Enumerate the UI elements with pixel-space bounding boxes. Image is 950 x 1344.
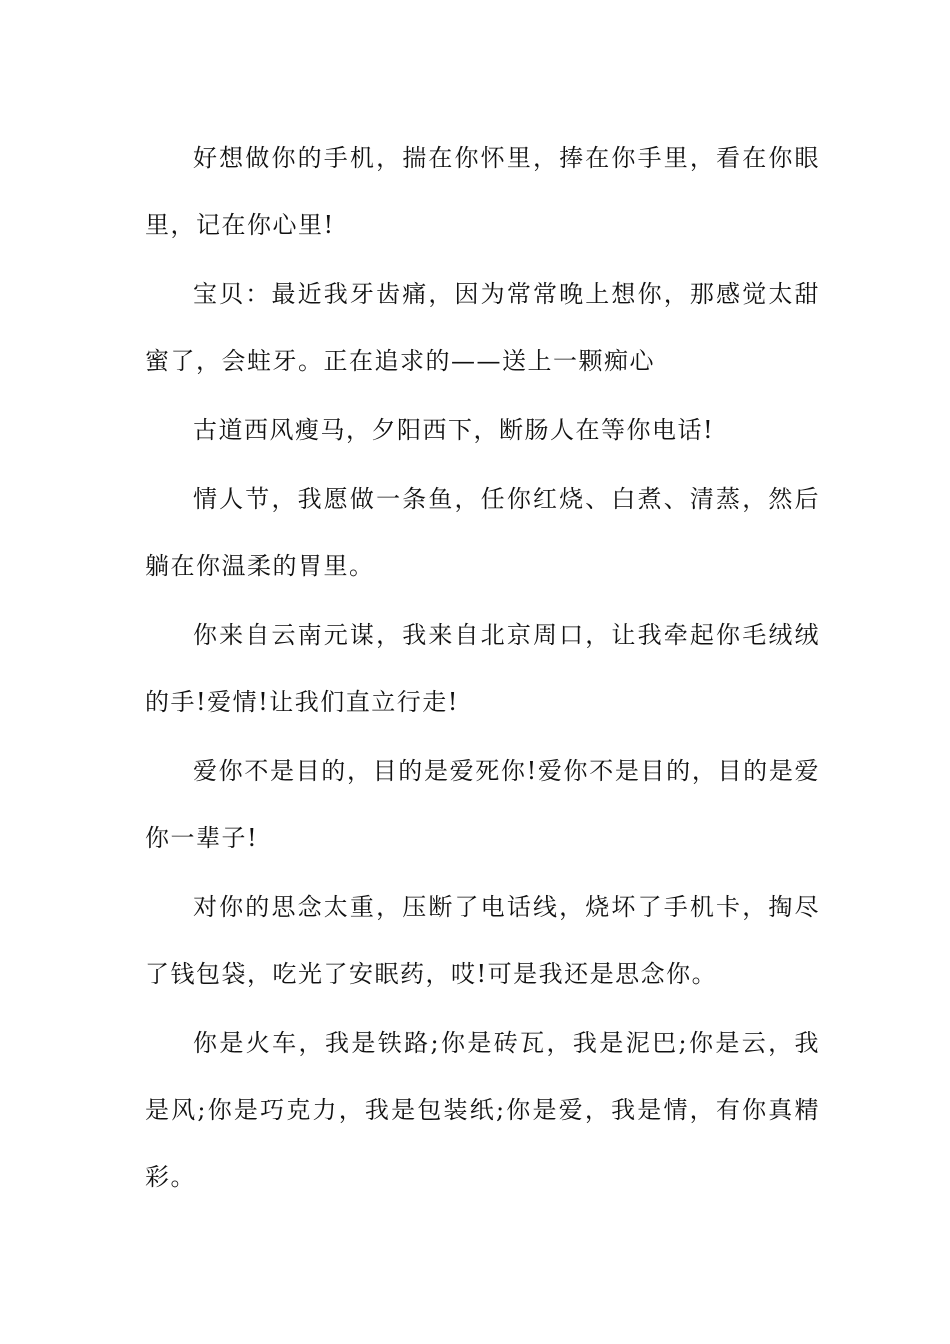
paragraph-8: 你是火车，我是铁路;你是砖瓦，我是泥巴;你是云，我是风;你是巧克力，我是包装纸;你是爱，我是情，有你真精彩。 [145, 1029, 820, 1191]
paragraph-1: 好想做你的手机，揣在你怀里，捧在你手里，看在你眼里，记在你心里! [145, 144, 820, 239]
paragraph-7: 对你的思念太重，压断了电话线，烧坏了手机卡，掏尽了钱包袋，吃光了安眠药，哎!可是我还是思念你。 [145, 893, 820, 988]
paragraph-6: 爱你不是目的，目的是爱死你!爱你不是目的，目的是爱你一辈子! [145, 757, 820, 852]
paragraph-4: 情人节，我愿做一条鱼，任你红烧、白煮、清蒸，然后躺在你温柔的胃里。 [145, 485, 820, 580]
paragraph-3: 古道西风瘦马，夕阳西下，断肠人在等你电话! [193, 416, 715, 444]
paragraph-5: 你来自云南元谋，我来自北京周口，让我牵起你毛绒绒的手!爱情!让我们直立行走! [145, 621, 820, 716]
document-body [145, 125, 820, 1211]
paragraph-2: 宝贝：最近我牙齿痛，因为常常晚上想你，那感觉太甜蜜了，会蛀牙。正在追求的——送上一颗痴心 [145, 280, 820, 375]
